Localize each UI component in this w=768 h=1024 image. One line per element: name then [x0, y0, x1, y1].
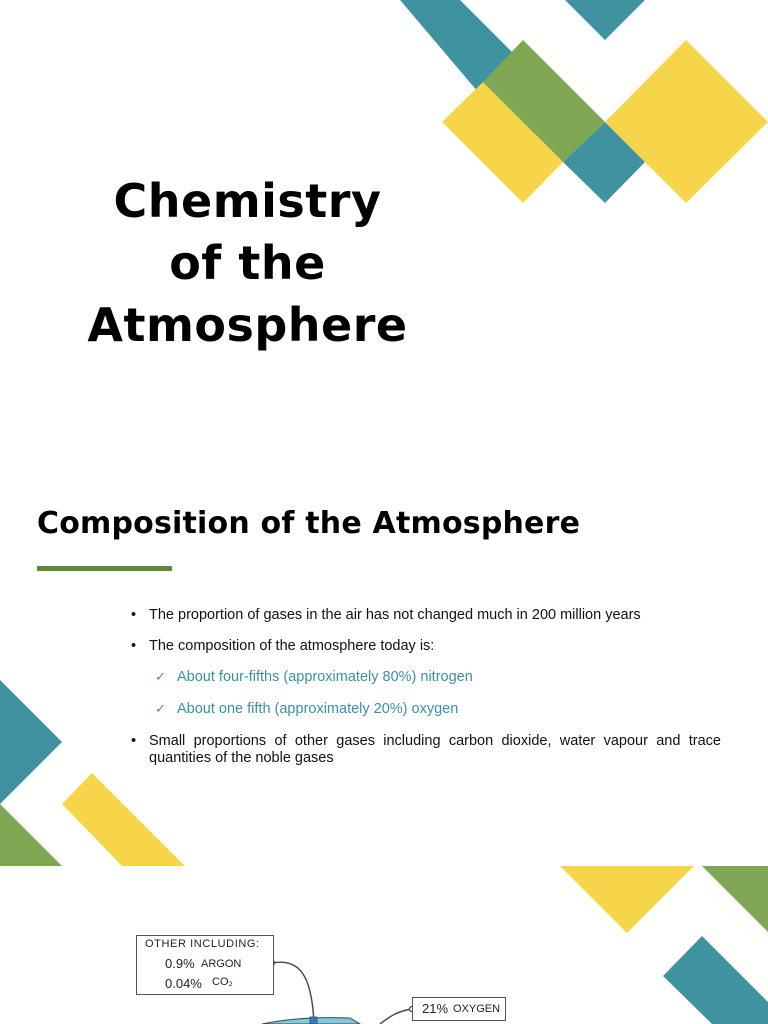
sub-bullet-text: About one fifth (approximately 20%) oxygen [177, 701, 459, 717]
argon-label: ARGON [201, 958, 242, 970]
co2-label: CO₂ [212, 976, 233, 988]
bullet-text: The proportion of gases in the air has not changed much in 200 million years [149, 607, 641, 623]
diagram-slide [0, 866, 768, 1024]
bullet-text: The composition of the atmosphere today is: [149, 638, 435, 654]
co2-percent: 0.04% [165, 976, 202, 991]
other-title: OTHER INCLUDING: [145, 938, 260, 950]
argon-percent: 0.9% [165, 956, 195, 971]
pie-chart-slice-marker [310, 1017, 317, 1024]
sub-bullet-text: About four-fifths (approximately 80%) nitrogen [177, 669, 473, 685]
title-line-1: Chemistry [113, 174, 382, 228]
connector-line-oxygen [380, 1009, 411, 1024]
check-icon: ✓ [155, 669, 166, 684]
slide-title [60, 170, 435, 356]
oxygen-label [412, 997, 506, 1021]
teal-top-triangle [565, 0, 645, 40]
section-heading: Composition of the Atmosphere [37, 506, 581, 541]
teal-right-stripe [663, 936, 768, 1024]
yellow-right-diamond [605, 40, 768, 203]
yellow-right-triangle [560, 866, 694, 933]
bullet-dot: • [131, 733, 137, 749]
title-line-2: of the [169, 236, 326, 290]
check-icon: ✓ [155, 701, 166, 716]
green-right-triangle [702, 866, 768, 932]
oxygen-text: OXYGEN [453, 1003, 501, 1015]
bullet-dot: • [131, 607, 137, 623]
connector-line-other [272, 962, 314, 1024]
composition-slide [0, 458, 768, 866]
bullet-text: Small proportions of other gases including carbon dioxide, water vapour and trace quantities of the noble gases [149, 733, 721, 766]
bullet-list [0, 458, 768, 866]
title-slide [0, 0, 768, 458]
bullet-dot: • [131, 638, 137, 654]
decorative-shapes-right [0, 866, 768, 1024]
oxygen-percent: 21% [422, 1001, 449, 1016]
other-gases-label [136, 935, 274, 995]
title-line-3: Atmosphere [87, 298, 408, 352]
